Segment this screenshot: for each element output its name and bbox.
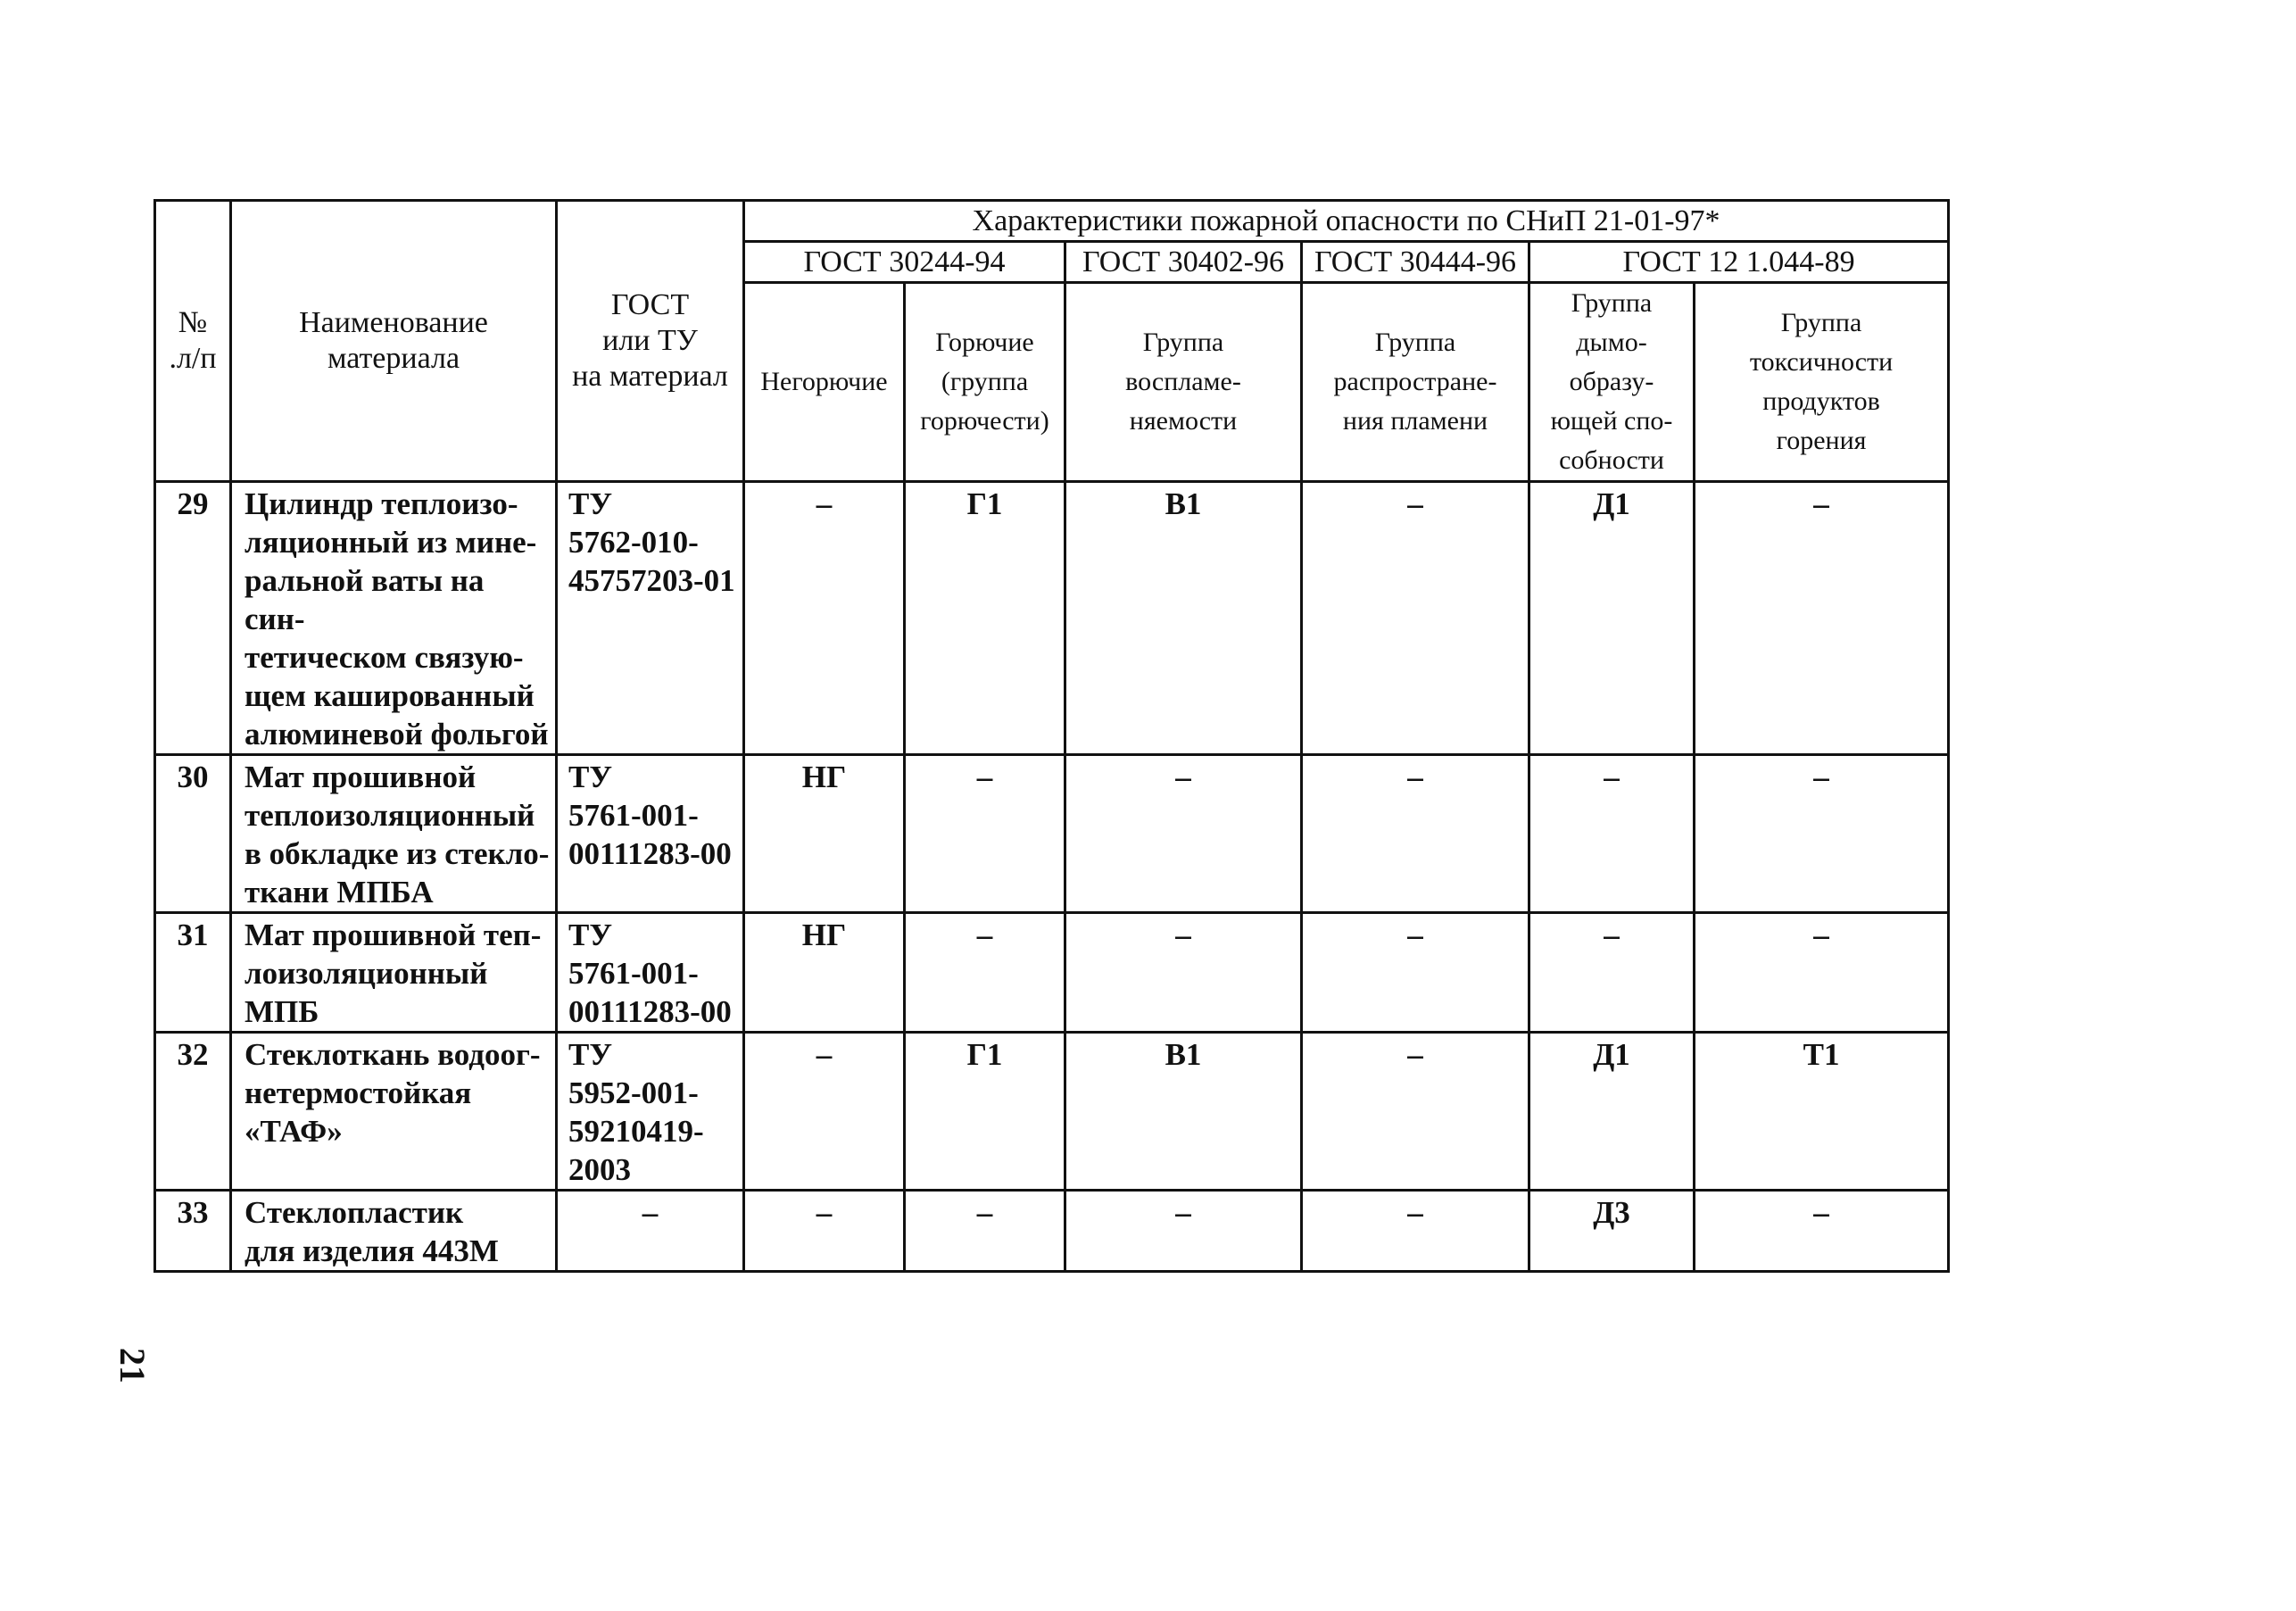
cell-non-combustible: НГ <box>744 755 905 913</box>
cell-combustible: Г1 <box>905 482 1065 755</box>
cell-flammability: – <box>1065 913 1302 1033</box>
material-gost: ТУ 5761-001- 00111283-00 <box>557 755 744 913</box>
material-gost: ТУ 5761-001- 00111283-00 <box>557 913 744 1033</box>
cell-flammability: В1 <box>1065 1033 1302 1191</box>
header-standard-30444: ГОСТ 30444-96 <box>1302 242 1529 283</box>
header-combustible: Горючие (группа горючести) <box>905 283 1065 482</box>
table-row <box>155 913 1949 1033</box>
cell-non-combustible: НГ <box>744 913 905 1033</box>
header-flame-spread: Группа распростране- ния пламени <box>1302 283 1529 482</box>
material-gost: ТУ 5762-010- 45757203-01 <box>557 482 744 755</box>
material-name: Стеклопластик для изделия 443М <box>231 1191 557 1272</box>
material-gost: – <box>557 1191 744 1272</box>
header-gost: ГОСТ или ТУ на материал <box>557 201 744 482</box>
cell-non-combustible: – <box>744 1033 905 1191</box>
cell-non-combustible: – <box>744 482 905 755</box>
cell-flammability: – <box>1065 755 1302 913</box>
cell-smoke-generation: – <box>1529 913 1695 1033</box>
header-standard-12-1-044: ГОСТ 12 1.044-89 <box>1529 242 1949 283</box>
row-number: 31 <box>155 913 231 1033</box>
cell-combustible: Г1 <box>905 1033 1065 1191</box>
table-row <box>155 755 1949 913</box>
header-number: № .л/п <box>155 201 231 482</box>
header-standard-30402: ГОСТ 30402-96 <box>1065 242 1302 283</box>
material-name: Мат прошивной теп- лоизоляционный МПБ <box>231 913 557 1033</box>
cell-toxicity: – <box>1695 755 1949 913</box>
cell-smoke-generation: Д1 <box>1529 1033 1695 1191</box>
cell-toxicity: – <box>1695 482 1949 755</box>
cell-non-combustible: – <box>744 1191 905 1272</box>
cell-combustible: – <box>905 913 1065 1033</box>
cell-smoke-generation: Д1 <box>1529 482 1695 755</box>
row-number: 33 <box>155 1191 231 1272</box>
material-gost: ТУ 5952-001- 59210419- 2003 <box>557 1033 744 1191</box>
cell-toxicity: Т1 <box>1695 1033 1949 1191</box>
header-toxicity: Группа токсичности продуктов горения <box>1695 283 1949 482</box>
row-number: 29 <box>155 482 231 755</box>
cell-toxicity: – <box>1695 1191 1949 1272</box>
cell-flame-spread: – <box>1302 755 1529 913</box>
page-number: 21 <box>112 1348 153 1383</box>
cell-smoke-generation: Д3 <box>1529 1191 1695 1272</box>
table-row <box>155 1033 1949 1191</box>
cell-combustible: – <box>905 755 1065 913</box>
table-row <box>155 1191 1949 1272</box>
header-flammability: Группа воспламе- няемости <box>1065 283 1302 482</box>
cell-flame-spread: – <box>1302 1033 1529 1191</box>
material-name: Цилиндр теплоизо- ляционный из мине- ральной ваты на син- тетическом связую- щем кашированный алюминевой фольгой <box>231 482 557 755</box>
cell-flammability: – <box>1065 1191 1302 1272</box>
cell-flame-spread: – <box>1302 482 1529 755</box>
material-name: Стеклоткань водоог- нетермостойкая «ТАФ» <box>231 1033 557 1191</box>
row-number: 32 <box>155 1033 231 1191</box>
header-material-name: Наименование материала <box>231 201 557 482</box>
cell-combustible: – <box>905 1191 1065 1272</box>
row-number: 30 <box>155 755 231 913</box>
header-non-combustible: Негорючие <box>744 283 905 482</box>
material-name: Мат прошивной теплоизоляционный в обкладке из стекло- ткани МПБА <box>231 755 557 913</box>
cell-toxicity: – <box>1695 913 1949 1033</box>
cell-flammability: В1 <box>1065 482 1302 755</box>
cell-flame-spread: – <box>1302 1191 1529 1272</box>
table-row <box>155 482 1949 755</box>
header-smoke-generation: Группа дымо- образу- ющей спо- собности <box>1529 283 1695 482</box>
table-header <box>155 201 1949 482</box>
table-body <box>155 482 1949 1272</box>
cell-flame-spread: – <box>1302 913 1529 1033</box>
fire-hazard-table <box>153 199 1950 1273</box>
header-fire-hazard-characteristics: Характеристики пожарной опасности по СНиП 21-01-97* <box>744 201 1949 242</box>
header-standard-30244: ГОСТ 30244-94 <box>744 242 1065 283</box>
cell-smoke-generation: – <box>1529 755 1695 913</box>
